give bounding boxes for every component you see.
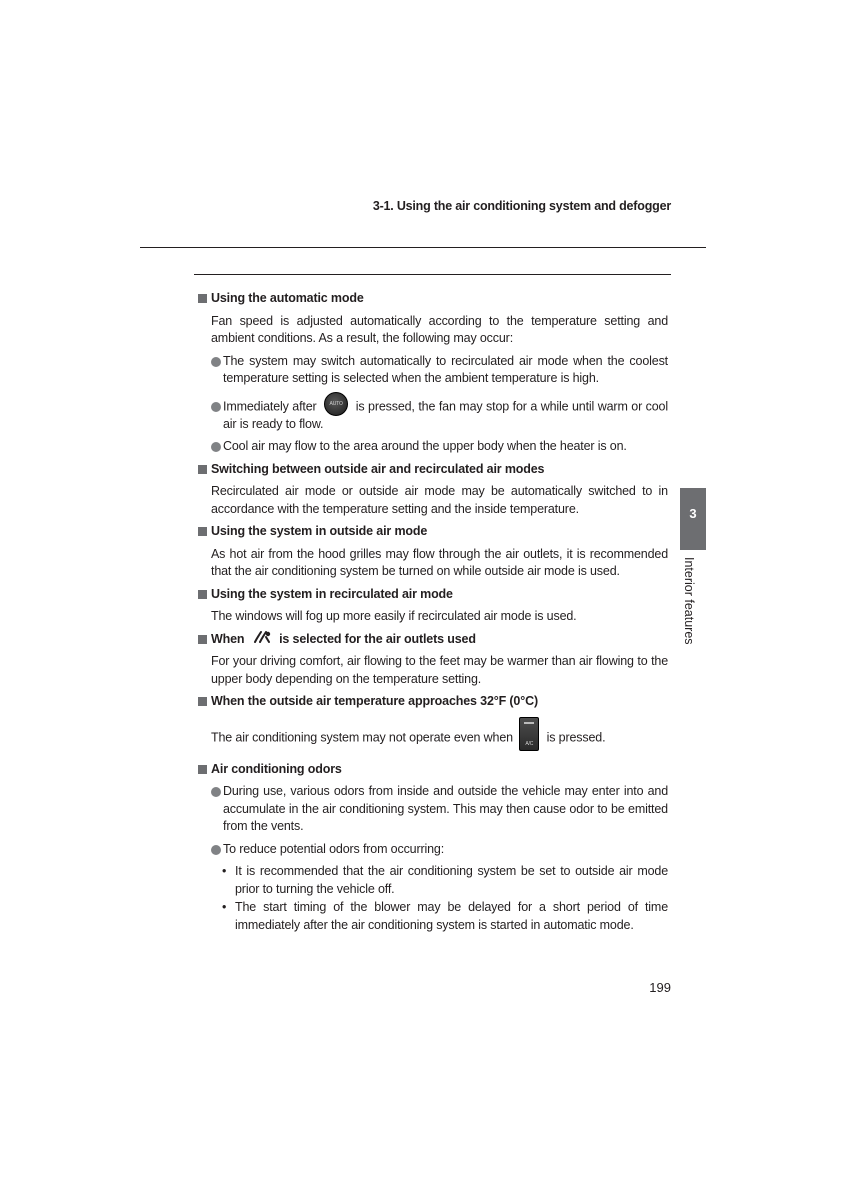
- bullet-dot-icon: [211, 442, 221, 452]
- odors-sub-item-1: • It is recommended that the air conditioning system be set to outside air mode prior to turning the vehicle off.: [222, 864, 668, 896]
- cold-temp-body: The air conditioning system may not operate even when A/C is pressed.: [211, 725, 668, 751]
- square-marker-icon: [198, 294, 207, 303]
- bullet-dot-icon: [211, 402, 221, 412]
- section-heading-switching: Switching between outside air and recirculated air modes: [198, 461, 668, 479]
- section-header-title: 3-1. Using the air conditioning system and defogger: [372, 199, 671, 213]
- bullet-dot-icon: [211, 845, 221, 855]
- square-marker-icon: [198, 697, 207, 706]
- ac-indicator-icon: [524, 722, 534, 724]
- section-heading-recirc-mode: Using the system in recirculated air mode: [198, 586, 668, 604]
- section-heading-feet-outlet: When is selected for the air outlets used: [198, 631, 668, 649]
- section-heading-outside-mode: Using the system in outside air mode: [198, 523, 668, 541]
- auto-mode-bullet-1: The system may switch automatically to recirculated air mode when the coolest temperature setting is selected when the ambient temperature is high.: [223, 353, 668, 388]
- header-rule: [140, 247, 706, 248]
- sub-bullet-mark: •: [222, 900, 227, 914]
- sub-bullet-mark: •: [222, 864, 227, 878]
- auto-button-icon: AUTO: [324, 392, 348, 416]
- chapter-name: Interior features: [682, 557, 696, 645]
- odors-bullet-2: To reduce potential odors from occurring:: [223, 841, 668, 859]
- bullet-dot-icon: [211, 787, 221, 797]
- section-heading-cold-temp: When the outside air temperature approaches 32°F (0°C): [198, 693, 668, 711]
- chapter-tab[interactable]: [680, 488, 706, 550]
- square-marker-icon: [198, 765, 207, 774]
- feet-airflow-icon: [252, 630, 272, 644]
- page-content: [198, 290, 668, 935]
- auto-mode-bullet-2: Immediately after AUTO is pressed, the fan may stop for a while until warm or cool air is ready to flow.: [223, 398, 668, 434]
- section-heading-auto-mode: Using the automatic mode: [198, 290, 668, 308]
- square-marker-icon: [198, 465, 207, 474]
- square-marker-icon: [198, 590, 207, 599]
- switching-body: Recirculated air mode or outside air mode may be automatically switched to in accordance with the temperature setting and the inside temperature.: [211, 484, 668, 516]
- chapter-number: 3: [689, 506, 697, 521]
- feet-outlet-body: For your driving comfort, air flowing to the feet may be warmer than air flowing to the upper body depending on the temperature setting.: [211, 654, 668, 686]
- odors-sub-item-2: • The start timing of the blower may be delayed for a short period of time immediately after the air conditioning system is started in automatic mode.: [222, 900, 668, 932]
- odors-bullet-1: During use, various odors from inside and outside the vehicle may enter into and accumulate in the air conditioning system. This may then cause odor to be emitted from the vents.: [223, 783, 668, 836]
- recirc-mode-body: The windows will fog up more easily if recirculated air mode is used.: [211, 609, 577, 623]
- auto-mode-bullet-3: Cool air may flow to the area around the upper body when the heater is on.: [223, 438, 668, 456]
- auto-mode-intro: Fan speed is adjusted automatically according to the temperature setting and ambient conditions. As a result, the following may occur:: [211, 313, 668, 345]
- square-marker-icon: [198, 635, 207, 644]
- ac-button-icon: A/C: [519, 717, 539, 751]
- content-top-rule: [194, 274, 671, 275]
- square-marker-icon: [198, 527, 207, 536]
- outside-mode-body: As hot air from the hood grilles may flow through the air outlets, it is recommended that the air conditioning system be turned on while outside air mode is used.: [211, 546, 668, 578]
- bullet-dot-icon: [211, 357, 221, 367]
- section-heading-odors: Air conditioning odors: [198, 761, 668, 779]
- page-number: 199: [649, 980, 671, 995]
